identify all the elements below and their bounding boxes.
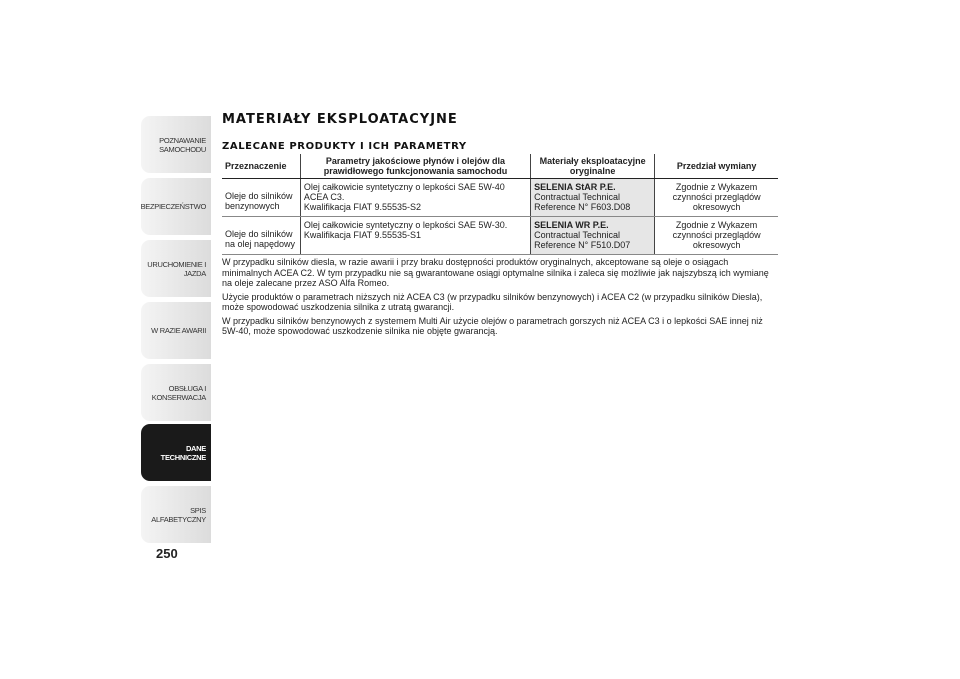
cell-purpose: Oleje do silników na olej napędowy	[222, 217, 300, 255]
product-reference-line2: Reference N° F510.D07	[534, 240, 631, 250]
product-name: SELENIA WR P.E.	[534, 220, 609, 230]
section-title: ZALECANE PRODUKTY I ICH PARAMETRY	[222, 141, 467, 152]
product-reference-line2: Reference N° F603.D08	[534, 202, 631, 212]
table-row	[222, 217, 778, 255]
parameters-text: Olej całkowicie syntetyczny o lepkości SAE 5W-40 ACEA C3.	[303, 182, 505, 202]
tab-obsluga-i-konserwacja[interactable]: OBSŁUGA I KONSERWACJA	[141, 364, 211, 421]
cell-interval: Zgodnie z Wykazem czynności przeglądów okresowych	[655, 179, 778, 217]
tab-w-razie-awarii[interactable]: W RAZIE AWARII	[141, 302, 211, 359]
cell-interval: Zgodnie z Wykazem czynności przeglądów okresowych	[655, 217, 778, 255]
header-change-interval: Przedział wymiany	[655, 154, 778, 179]
product-reference-line1: Contractual Technical	[534, 230, 620, 240]
recommended-products-table	[222, 154, 778, 255]
header-parameters: Parametry jakościowe płynów i olejów dla prawidłowego funkcjonowania samochodu	[300, 154, 530, 179]
tab-poznawanie-samochodu[interactable]: POZNAWANIE SAMOCHODU	[141, 116, 211, 173]
page-title: MATERIAŁY EKSPLOATACYJNE	[222, 112, 458, 127]
product-reference-line1: Contractual Technical	[534, 192, 620, 202]
header-original-products: Materiały eksploatacyjne oryginalne	[531, 154, 655, 179]
qualification-text: Kwalifikacja FIAT 9.55535-S1	[303, 230, 422, 240]
parameters-text: Olej całkowicie syntetyczny o lepkości SAE 5W-30.	[303, 220, 508, 230]
cell-product	[531, 179, 655, 217]
cell-product	[531, 217, 655, 255]
cell-purpose: Oleje do silników benzynowych	[222, 179, 300, 217]
main-content	[222, 112, 778, 337]
header-purpose: Przeznaczenie	[222, 154, 300, 179]
note-paragraph: W przypadku silników benzynowych z systemem Multi Air użycie olejów o parametrach gorszych niż ACEA C3 i o lepkości SAE innej niż 5W-40, może spowodować uszkodzenie silnika nie objęte gwarancją.	[222, 315, 763, 336]
note-paragraph: Użycie produktów o parametrach niższych niż ACEA C3 (w przypadku silników benzynowych) i ACEA C2 (w przypadku silników Diesla), może spowodować uszkodzenia silnika z utratą gwarancji.	[222, 291, 763, 312]
tab-spis-alfabetyczny[interactable]: SPIS ALFABETYCZNY	[141, 486, 211, 543]
notes	[222, 257, 778, 337]
table-header-row	[222, 154, 778, 179]
table-row	[222, 179, 778, 217]
tab-uruchomienie-i-jazda[interactable]: URUCHOMIENIE I JAZDA	[141, 240, 211, 297]
product-name: SELENIA StAR P.E.	[534, 182, 616, 192]
cell-parameters	[300, 179, 530, 217]
note-paragraph: W przypadku silników diesla, w razie awarii i przy braku dostępności produktów oryginalnych, akceptowane są oleje o osiągach minimalnych ACEA C2. W tym przypadku nie są gwarantowane osiągi optymalne silnika i zaleca się możliwie jak najszybszą ich wymianę na oleje zalecane przez ASO Alfa Romeo.	[222, 257, 769, 288]
tab-bezpieczenstwo[interactable]: BEZPIECZEŃSTWO	[141, 178, 211, 235]
qualification-text: Kwalifikacja FIAT 9.55535-S2	[303, 202, 422, 212]
tab-dane-techniczne[interactable]: DANE TECHNICZNE	[141, 424, 211, 481]
page-number: 250	[156, 546, 178, 561]
cell-parameters	[300, 217, 530, 255]
